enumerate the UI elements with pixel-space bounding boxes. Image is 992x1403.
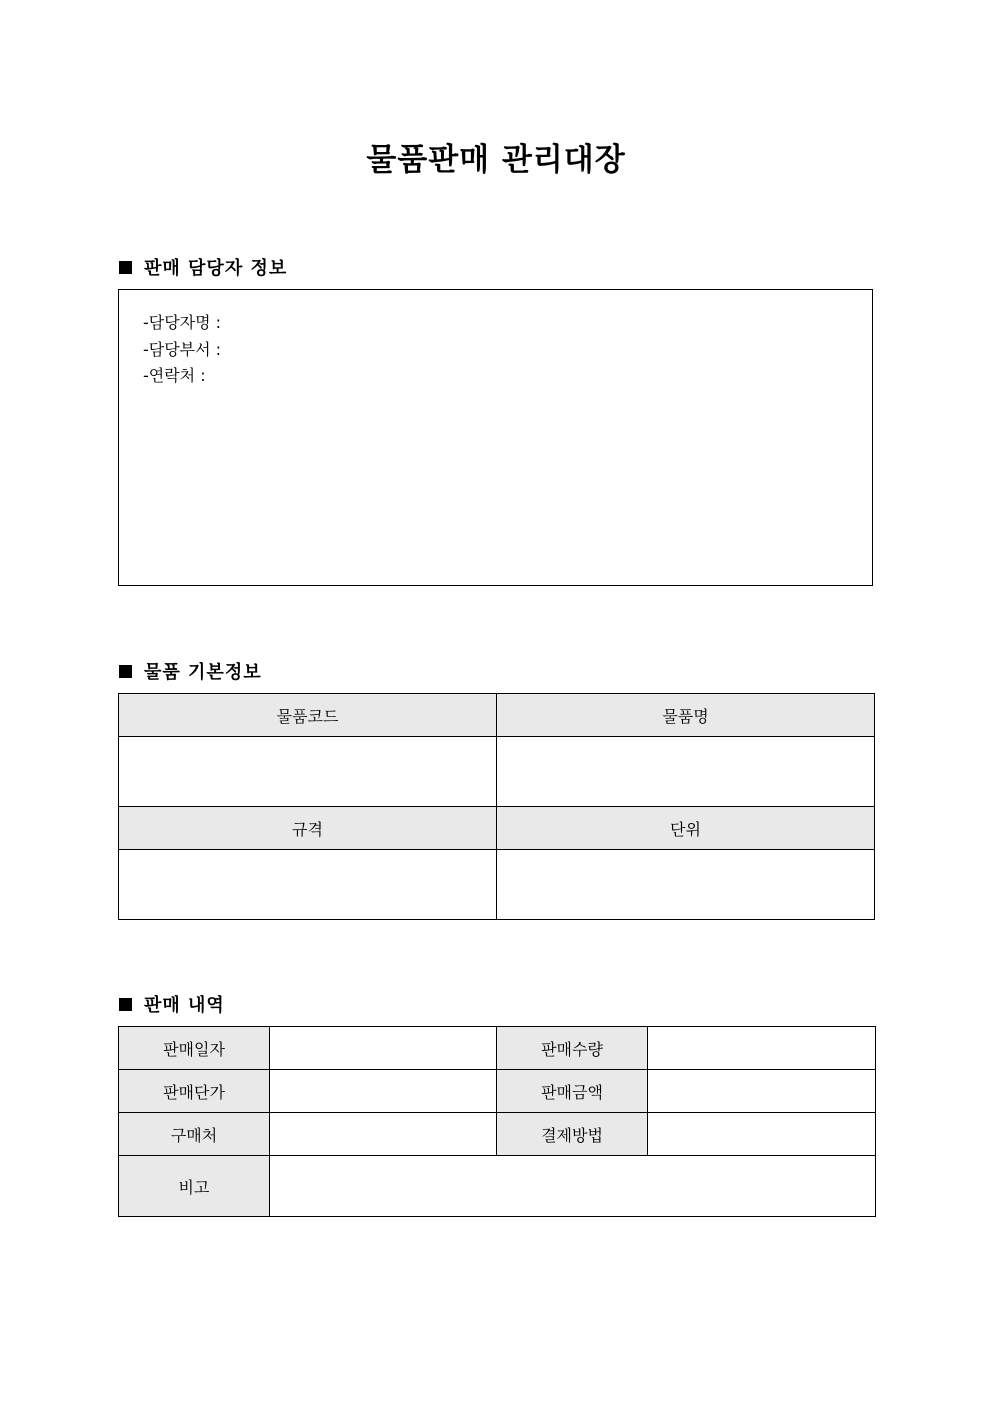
contact-department-line: -담당부서 :: [143, 339, 222, 359]
item-info-table: [118, 693, 875, 920]
table-row: [119, 1156, 876, 1217]
contact-name-line: -담당자명 :: [143, 313, 222, 332]
sale-date-label: 판매일자: [119, 1027, 270, 1070]
buyer-label: 구매처: [119, 1113, 270, 1156]
section-heading-item-info: [119, 658, 262, 684]
section-heading-sales: [119, 991, 225, 1017]
table-row: [119, 807, 875, 850]
page-title: 물품판매 관리대장: [366, 142, 626, 178]
sales-history-table: [118, 1026, 876, 1217]
remarks-label: 비고: [119, 1156, 270, 1217]
item-name-header: 물품명: [497, 694, 875, 737]
payment-method-field[interactable]: [648, 1113, 876, 1156]
section-heading-label: 판매 담당자 정보: [144, 258, 288, 279]
sale-quantity-field[interactable]: [648, 1027, 876, 1070]
item-code-header: 물품코드: [119, 694, 497, 737]
contact-info-box[interactable]: [118, 289, 873, 586]
unit-price-field[interactable]: [270, 1070, 497, 1113]
table-row: [119, 1027, 876, 1070]
unit-field[interactable]: [497, 850, 875, 920]
section-heading-label: 물품 기본정보: [144, 662, 262, 683]
filled-square-icon: [119, 665, 132, 678]
section-heading-label: 판매 내역: [144, 995, 225, 1016]
item-name-field[interactable]: [497, 737, 875, 807]
unit-price-label: 판매단가: [119, 1070, 270, 1113]
unit-header: 단위: [497, 807, 875, 850]
section-heading-contact: [119, 254, 287, 280]
sale-amount-label: 판매금액: [497, 1070, 648, 1113]
table-row: [119, 850, 875, 920]
table-row: [119, 1113, 876, 1156]
filled-square-icon: [119, 261, 132, 274]
spec-field[interactable]: [119, 850, 497, 920]
buyer-field[interactable]: [270, 1113, 497, 1156]
contact-phone-line: -연락처 :: [143, 366, 206, 385]
spec-header: 규격: [119, 807, 497, 850]
sale-date-field[interactable]: [270, 1027, 497, 1070]
table-row: [119, 1070, 876, 1113]
table-row: [119, 737, 875, 807]
sale-amount-field[interactable]: [648, 1070, 876, 1113]
filled-square-icon: [119, 998, 132, 1011]
payment-method-label: 결제방법: [497, 1113, 648, 1156]
item-code-field[interactable]: [119, 737, 497, 807]
table-row: [119, 694, 875, 737]
sale-quantity-label: 판매수량: [497, 1027, 648, 1070]
remarks-field[interactable]: [270, 1156, 876, 1217]
